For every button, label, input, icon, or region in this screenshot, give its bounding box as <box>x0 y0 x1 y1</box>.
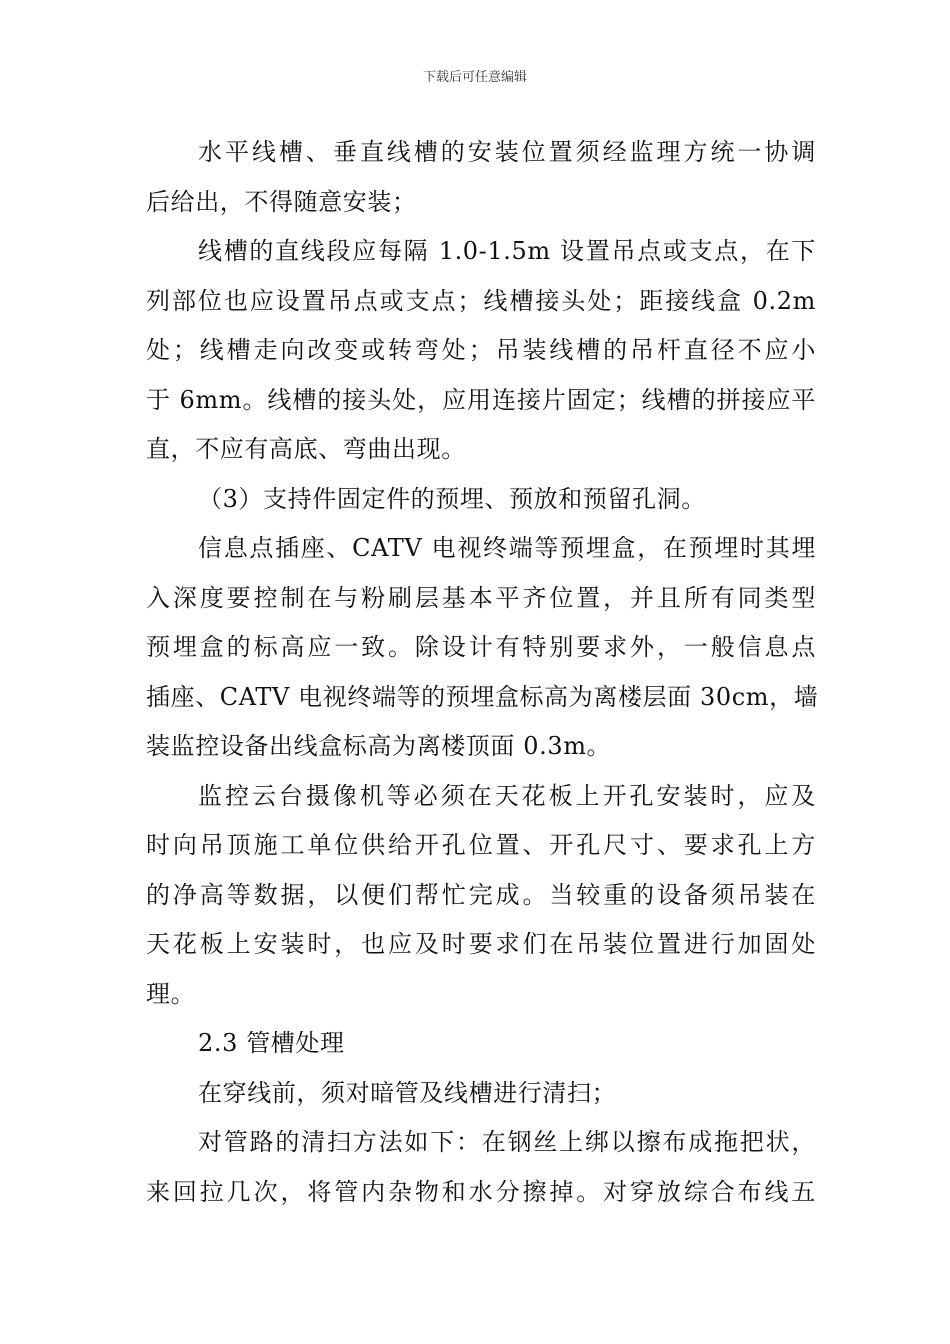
paragraph-line: 线槽的直线段应每隔 1.0-1.5m 设置吊点或支点，在下 <box>198 237 816 265</box>
paragraph-line: 列部位也应设置吊点或支点；线槽接头处；距接线盒 0.2m <box>146 286 816 315</box>
paragraph-line: 监控云台摄像机等必须在天花板上开孔安装时，应及 <box>198 781 816 810</box>
document-body <box>146 128 819 1217</box>
paragraph-line: 预埋盒的标高应一致。除设计有特别要求外，一般信息点 <box>146 633 816 661</box>
paragraph-line: 的净高等数据，以便们帮忙完成。当较重的设备须吊装在 <box>146 880 816 909</box>
paragraph-line: 入深度要控制在与粉刷层基本平齐位置，并且所有同类型 <box>146 583 816 612</box>
paragraph-line: 信息点插座、CATV 电视终端等预埋盒，在预埋时其埋 <box>198 534 816 562</box>
paragraph-line: 天花板上安装时，也应及时要求们在吊装位置进行加固处 <box>146 930 816 958</box>
paragraph-line: 对管路的清扫方法如下：在钢丝上绑以擦布成拖把状， <box>198 1128 816 1156</box>
section-heading: 2.3 管槽处理 <box>198 1029 345 1057</box>
page-header: 下载后可任意编辑 <box>422 70 527 85</box>
section-heading: （3）支持件固定件的预埋、预放和预留孔洞。 <box>198 484 706 513</box>
paragraph-line: 水平线槽、垂直线槽的安装位置须经监理方统一协调 <box>198 138 816 166</box>
paragraph-line: 时向吊顶施工单位供给开孔位置、开孔尺寸、要求孔上方 <box>146 831 816 859</box>
paragraph-line: 于 6mm。线槽的接头处，应用连接片固定；线槽的拼接应平 <box>146 385 816 414</box>
paragraph-line: 理。 <box>146 979 196 1008</box>
paragraph-line: 直，不应有高底、弯曲出现。 <box>146 435 466 463</box>
paragraph-line: 在穿线前，须对暗管及线槽进行清扫； <box>198 1078 617 1107</box>
paragraph-line: 处；线槽走向改变或转弯处；吊装线槽的吊杆直径不应小 <box>146 336 816 364</box>
paragraph-line: 插座、CATV 电视终端等的预埋盒标高为离楼层面 30cm，墙 <box>146 682 819 711</box>
paragraph-line: 后给出，不得随意安装； <box>146 187 417 216</box>
paragraph-line: 来回拉几次，将管内杂物和水分擦掉。对穿放综合布线五 <box>146 1177 816 1206</box>
paragraph-line: 装监控设备出线盒标高为离楼顶面 0.3m。 <box>146 732 612 760</box>
